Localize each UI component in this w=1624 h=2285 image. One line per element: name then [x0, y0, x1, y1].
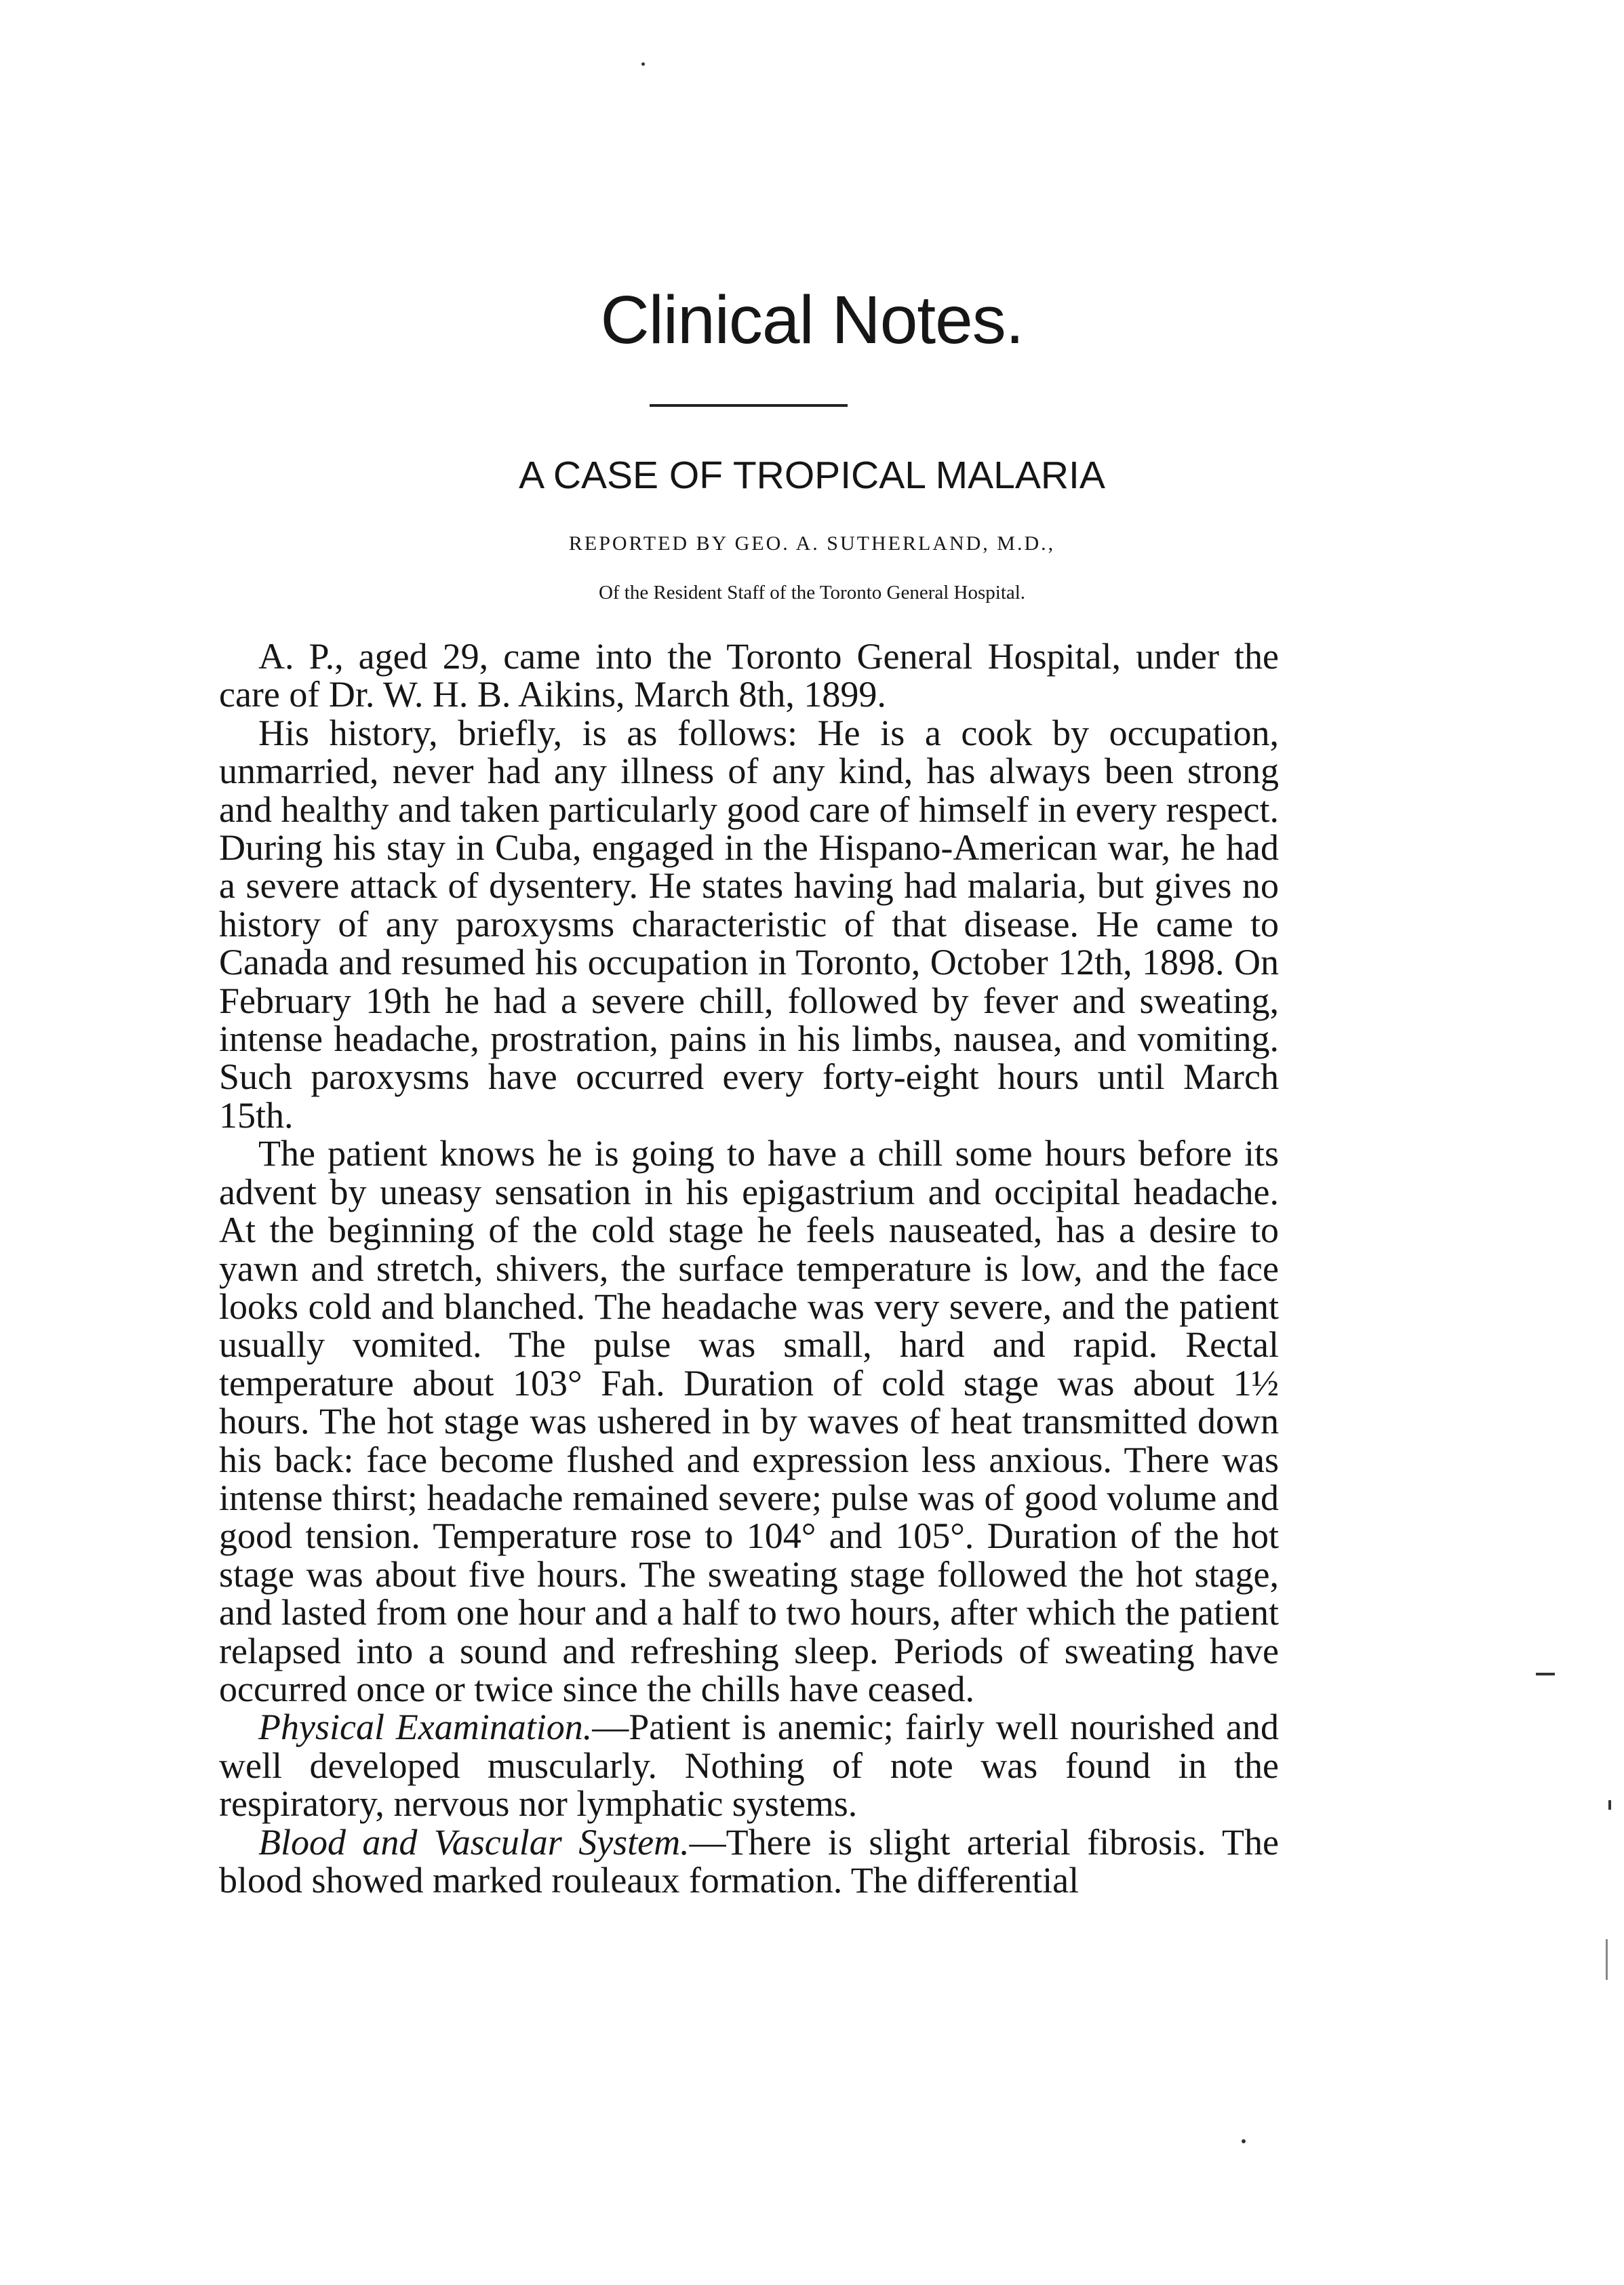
paragraph-text: —Patient is anemic; fairly well nourished and well developed muscularly. Nothing of note was found in the respiratory, nervous nor lymphatic systems.: [219, 1707, 1279, 1825]
paragraph-text: —There is slight arterial fibrosis. The blood showed marked rouleaux formation. The differential: [219, 1821, 1279, 1901]
paragraph-text: The patient knows he is going to have a chill some hours before its advent by uneasy sensation in his epigastrium and occipital headache. At the beginning of the cold stage he feels nauseated, has a desire to yawn and stretch, shivers, the surface temperature is low, and the face looks cold and blanched. The headache was very severe, and the patient usually vomited. The pulse was small, hard and rapid. Rectal temperature about 103° Fah. Duration of cold stage was about 1½ hours. The hot stage was ushered in by waves of heat transmitted down his back: face become flushed and expression less anxious. There was intense thirst; headache remained severe; pulse was of good volume and good tension. Temperature rose to 104° and 105°. Duration of the hot stage was about five hours. The sweating stage followed the hot stage, and lasted from one hour and a half to two hours, after which the patient relapsed into a sound and refreshing sleep. Periods of sweating have occurred once or twice since the chills have ceased.: [219, 1133, 1279, 1709]
scan-speck: [1536, 1673, 1555, 1675]
scan-speck: [1242, 2139, 1246, 2143]
article-body: [219, 637, 1279, 1899]
paragraph-admission: [219, 637, 1279, 714]
scan-speck: [1606, 1939, 1608, 1980]
paragraph-lead: Blood and Vascular System.: [258, 1821, 690, 1863]
paragraph-blood-vascular: [219, 1823, 1279, 1900]
paragraph-text: A. P., aged 29, came into the Toronto General Hospital, under the care of Dr. W. H. B. Aikins, March 8th, 1899.: [219, 636, 1279, 715]
paragraph-physical-examination: [219, 1708, 1279, 1823]
scan-speck: [1608, 1800, 1611, 1810]
section-heading: Clinical Notes.: [600, 282, 1024, 358]
article-affiliation: Of the Resident Staff of the Toronto General Hospital.: [598, 582, 1026, 603]
paragraph-lead: Physical Examination.: [258, 1707, 593, 1748]
heading-rule: [650, 404, 848, 407]
article-title: A CASE OF TROPICAL MALARIA: [519, 454, 1105, 497]
paragraph-history: [219, 714, 1279, 1134]
paragraph-paroxysm: [219, 1134, 1279, 1708]
scan-speck: [641, 62, 645, 66]
paragraph-text: His history, briefly, is as follows: He is a cook by occupation, unmarried, never had any illness of any kind, has always been strong and healthy and taken particularly good care of himself in every respect. During his stay in Cuba, engaged in the Hispano-American war, he had a severe attack of dysentery. He states having had malaria, but gives no history of any paroxysms characteristic of that disease. He came to Canada and resumed his occupation in Toronto, October 12th, 1898. On February 19th he had a severe chill, followed by fever and sweating, intense headache, prostration, pains in his limbs, nausea, and vomiting. Such paroxysms have occurred every forty-eight hours until March 15th.: [219, 712, 1279, 1136]
article-byline: REPORTED BY GEO. A. SUTHERLAND, M.D.,: [568, 532, 1056, 555]
